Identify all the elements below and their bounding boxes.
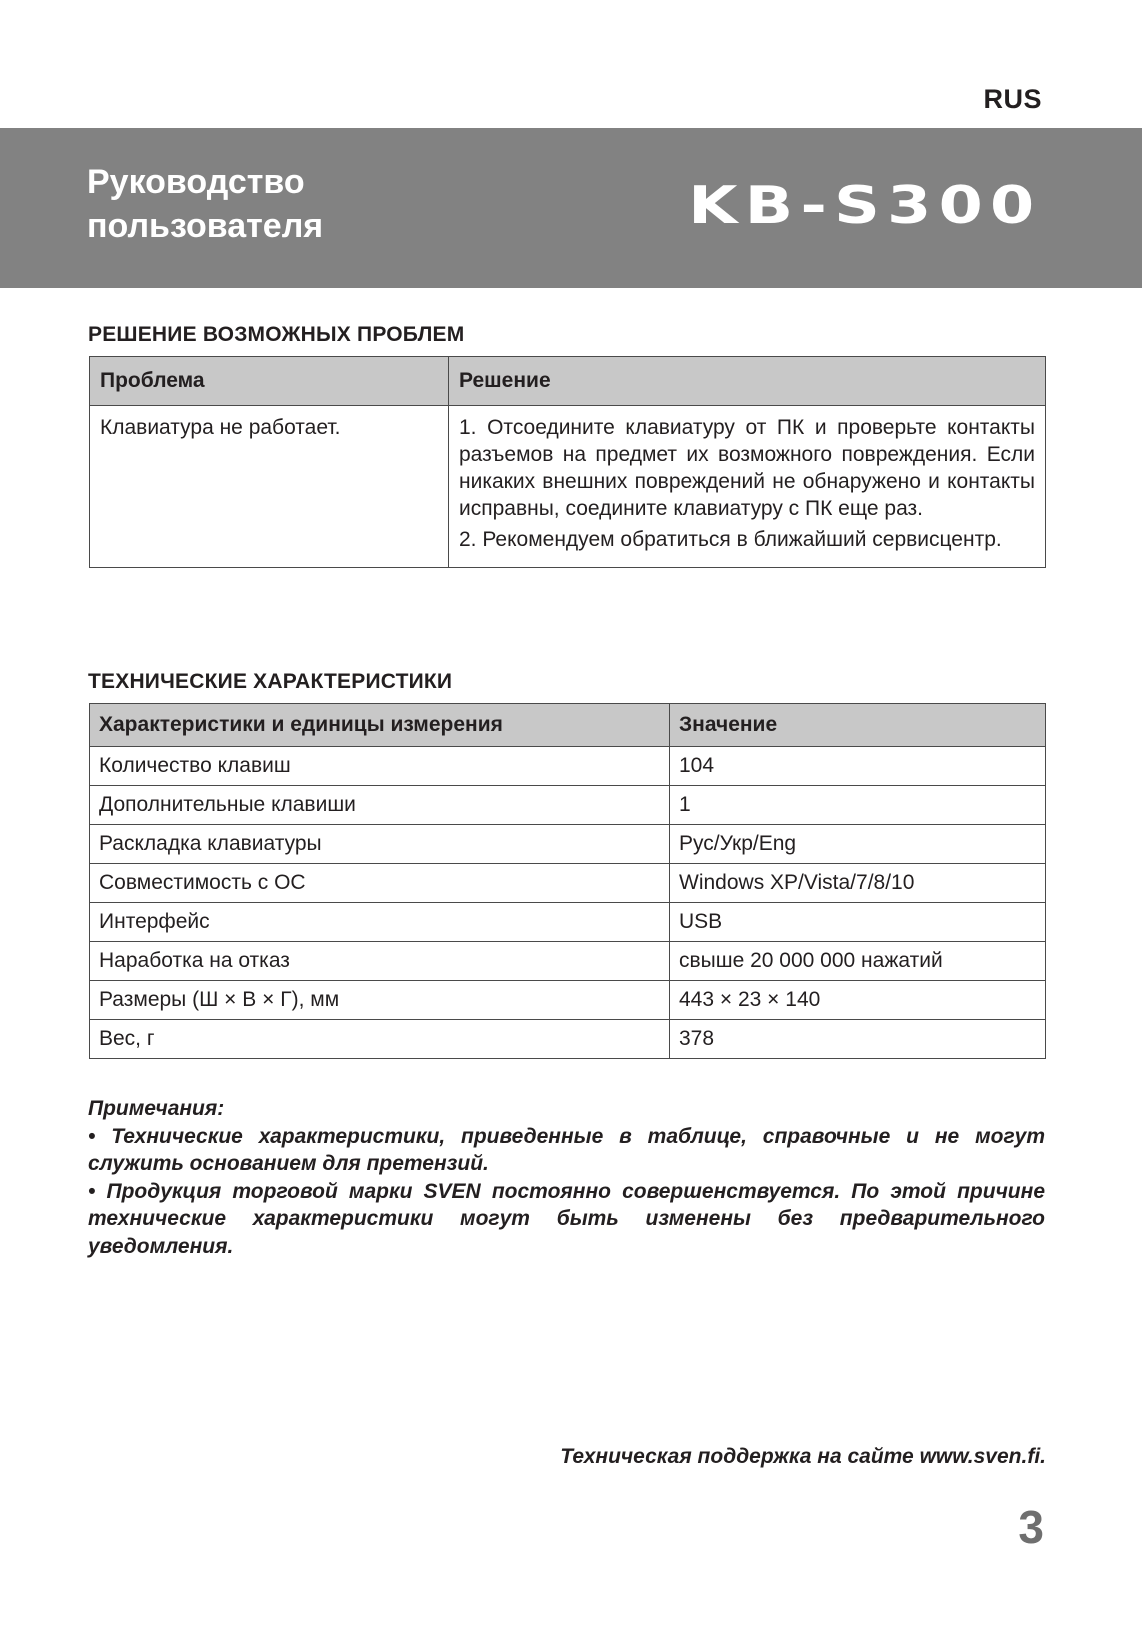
document-title-line-2: пользователя bbox=[87, 207, 324, 245]
spec-parameter: Раскладка клавиатуры bbox=[90, 825, 670, 864]
specs-table bbox=[89, 703, 1046, 1059]
table-row bbox=[90, 747, 1046, 786]
model-name: KB-S300 bbox=[688, 176, 1042, 236]
table-row bbox=[90, 981, 1046, 1020]
table-header-row bbox=[90, 357, 1046, 406]
spec-parameter: Наработка на отказ bbox=[90, 942, 670, 981]
spec-value: свыше 20 000 000 нажатий bbox=[670, 942, 1046, 981]
solution-step-1: 1. Отсоедините клавиатуру от ПК и проверьте контакты разъемов на предмет их возможного повреждения. Если никаких внешних повреждений не обнаружено и контакты исправны, соедините клавиатуру с ПК еще раз. bbox=[459, 416, 1035, 520]
spec-parameter: Интерфейс bbox=[90, 903, 670, 942]
column-header-solution: Решение bbox=[449, 357, 1046, 406]
support-footer: Техническая поддержка на сайте www.sven.fi. bbox=[560, 1445, 1046, 1468]
document-title-line-1: Руководство bbox=[87, 163, 305, 201]
notes-block bbox=[88, 1095, 1045, 1260]
note-item: • Технические характеристики, приведенные в таблице, справочные и не могут служить основанием для претензий. bbox=[88, 1124, 1045, 1175]
notes-heading: Примечания: bbox=[88, 1097, 225, 1120]
table-row bbox=[90, 786, 1046, 825]
table-row bbox=[90, 406, 1046, 568]
spec-value: 443 × 23 × 140 bbox=[670, 981, 1046, 1020]
column-header-parameter: Характеристики и единицы измерения bbox=[90, 704, 670, 747]
table-header-row bbox=[90, 704, 1046, 747]
table-row bbox=[90, 1020, 1046, 1059]
spec-parameter: Совместимость с ОС bbox=[90, 864, 670, 903]
table-row bbox=[90, 942, 1046, 981]
solution-step-2: 2. Рекомендуем обратиться в ближайший сервисцентр. bbox=[459, 528, 1002, 551]
troubleshooting-table bbox=[89, 356, 1046, 568]
solution-cell bbox=[449, 406, 1046, 568]
spec-value: 1 bbox=[670, 786, 1046, 825]
spec-parameter: Дополнительные клавиши bbox=[90, 786, 670, 825]
specs-title: ТЕХНИЧЕСКИЕ ХАРАКТЕРИСТИКИ bbox=[88, 670, 453, 693]
language-label: RUS bbox=[983, 84, 1042, 114]
troubleshooting-title: РЕШЕНИЕ ВОЗМОЖНЫХ ПРОБЛЕМ bbox=[88, 323, 465, 346]
table-row bbox=[90, 864, 1046, 903]
header-band bbox=[0, 128, 1142, 288]
document-title bbox=[87, 160, 323, 248]
problem-cell: Клавиатура не работает. bbox=[90, 406, 449, 568]
table-row bbox=[90, 825, 1046, 864]
spec-value: USB bbox=[670, 903, 1046, 942]
spec-parameter: Вес, г bbox=[90, 1020, 670, 1059]
spec-parameter: Размеры (Ш × В × Г), мм bbox=[90, 981, 670, 1020]
spec-parameter: Количество клавиш bbox=[90, 747, 670, 786]
page-number: 3 bbox=[1018, 1501, 1044, 1553]
spec-value: 104 bbox=[670, 747, 1046, 786]
spec-value: Рус/Укр/Eng bbox=[670, 825, 1046, 864]
column-header-value: Значение bbox=[670, 704, 1046, 747]
table-row bbox=[90, 903, 1046, 942]
note-item: • Продукция торговой марки SVEN постоянно совершенствуется. По этой причине технические характеристики могут быть изменены без предварительного уведомления. bbox=[88, 1179, 1045, 1258]
spec-value: Windows XP/Vista/7/8/10 bbox=[670, 864, 1046, 903]
column-header-problem: Проблема bbox=[90, 357, 449, 406]
spec-value: 378 bbox=[670, 1020, 1046, 1059]
